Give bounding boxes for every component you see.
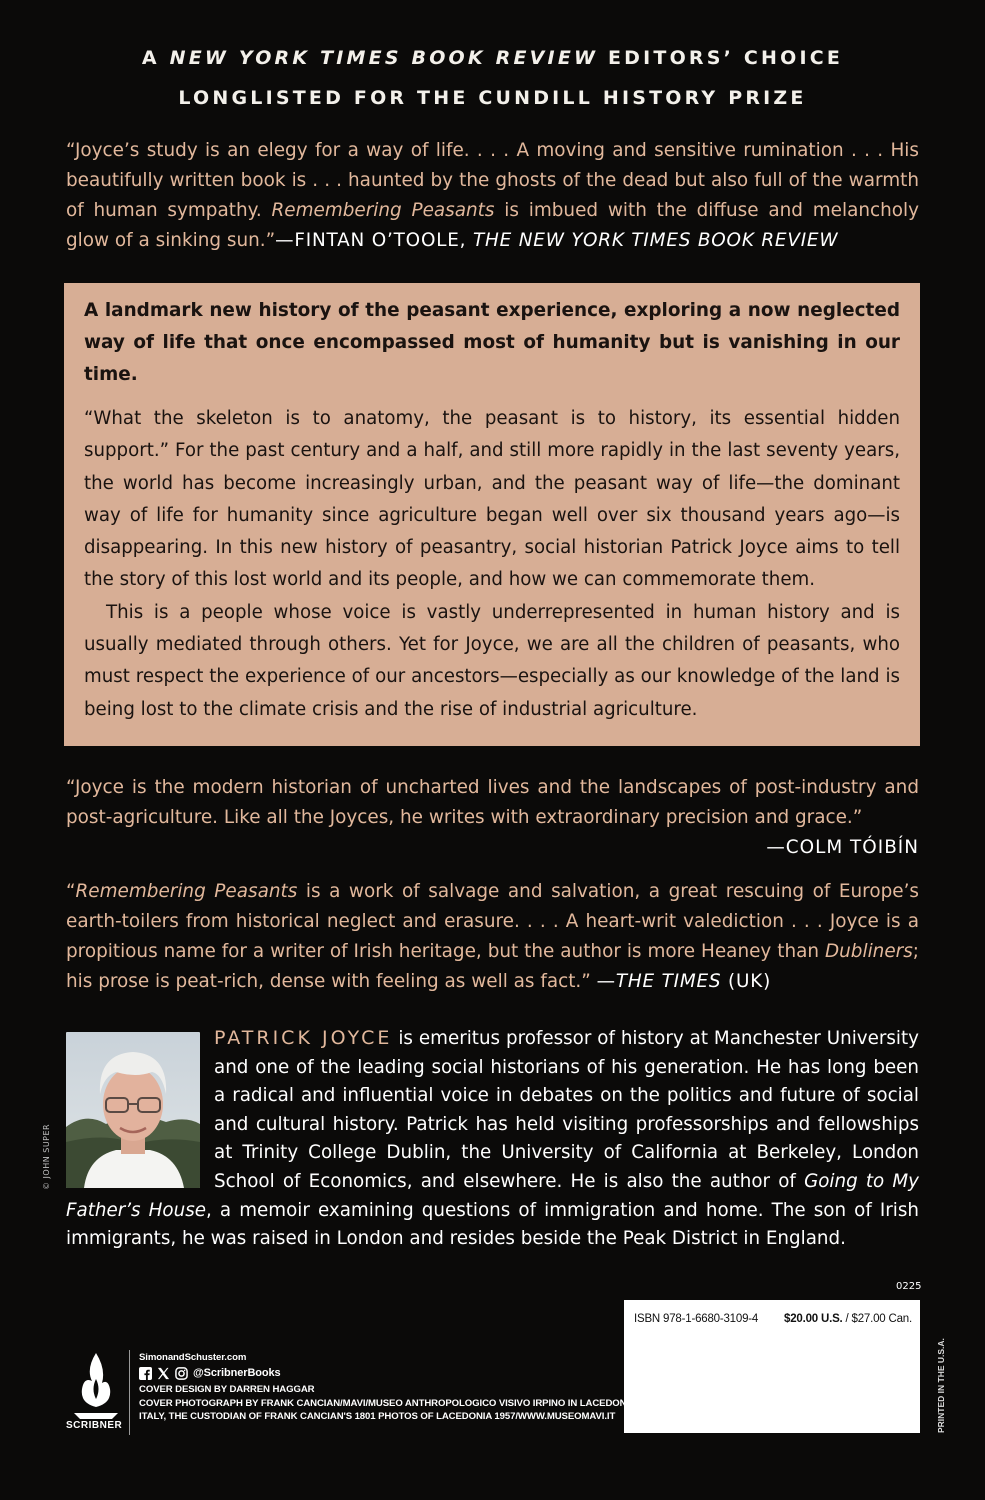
bio-text: is emeritus professor of history at Manchester University and one of the leading social historians of his generation. He has long been a radical and influential voice in debates on the politics and future of social and cultural history. Patrick has held visiting professorships and fellowships at Trinity College Dublin, the University of California at Berkeley, London School of Economics, and elsewhere. He is also the author of: [214, 1028, 919, 1192]
price-us: $20.00 U.S.: [784, 1313, 843, 1325]
description-paragraph: This is a people whose voice is vastly underrepresented in human history and is usually mediated through others. Yet for Joyce, we are all the children of peasants, who must respect the experience of our ancestors—especially as our knowledge of the land is being lost to the climate crisis and the rise of industrial agriculture.: [84, 601, 900, 720]
open-quote: “: [66, 881, 76, 902]
print-code: 0225: [896, 1281, 922, 1292]
quote-attribution: [597, 971, 771, 992]
quote-text: is imbued with the diffuse and melancholy glow of a sinking sun.”: [66, 200, 920, 251]
quote-text: ; his prose is peat-rich, dense with feeling as well as fact.”: [66, 941, 919, 992]
social-handle[interactable]: @ScribnerBooks: [193, 1367, 281, 1380]
quote-attribution: —COLM TÓIBÍN: [766, 837, 919, 858]
author-bio: [66, 1024, 919, 1254]
quote-text: “Joyce’s study is an elegy for a way of life. . . . A moving and sensitive rumination . . . His beautifully written book is . . . haunted by the ghosts of the dead but also full of the warmth of human sympathy.: [66, 140, 919, 221]
printed-in-usa: PRINTED IN THE U.S.A.: [936, 1338, 946, 1433]
book-title: Remembering Peasants: [75, 881, 298, 902]
barcode-box: [624, 1300, 920, 1433]
cover-photo-credit-2: ITALY, THE CUSTODIAN OF FRANK CANCIAN'S 1801 PHOTOS OF LACEDONIA 1957/WWW.MUSEOMAVI.IT: [139, 1410, 616, 1422]
photo-float-space: [66, 1024, 214, 1196]
cover-design-credit: COVER DESIGN BY DARREN HAGGAR: [139, 1384, 315, 1396]
banner-prefix: A: [141, 47, 170, 69]
attribution-publication: THE NEW YORK TIMES BOOK REVIEW: [472, 230, 839, 251]
editors-choice-banner: [0, 47, 985, 69]
facebook-icon[interactable]: [139, 1367, 152, 1380]
attribution-publication: THE TIMES: [615, 971, 722, 992]
book-title: Going to My Father’s House: [66, 1170, 919, 1221]
x-icon[interactable]: [157, 1367, 170, 1380]
description-headline: A landmark new history of the peasant experience, exploring a now neglected way of life that once encompassed most of humanity but is vanishing in our time.: [84, 300, 900, 385]
review-quote-times: [66, 877, 919, 997]
banner-suffix: EDITORS’ CHOICE: [598, 47, 844, 69]
logo-divider: [129, 1350, 130, 1435]
price-can: / $27.00 Can.: [842, 1313, 912, 1325]
instagram-icon[interactable]: [175, 1367, 188, 1380]
description-panel: [64, 283, 920, 746]
prize-banner: LONGLISTED FOR THE CUNDILL HISTORY PRIZE: [178, 87, 807, 109]
attribution-country: (UK): [721, 971, 772, 992]
banner-publication: NEW YORK TIMES BOOK REVIEW: [169, 47, 599, 69]
book-title: Dubliners: [824, 941, 913, 962]
review-quote-otoole: [66, 136, 919, 256]
attribution-dash: —: [596, 971, 616, 992]
author-name: PATRICK JOYCE: [214, 1027, 393, 1049]
review-quote-toibin: [66, 773, 919, 863]
cover-photo-credit: COVER PHOTOGRAPH BY FRANK CANCIAN/MAVI/MUSEO ANTHROPOLOGICO VISIVO IRPINO IN LACEDONIA,: [139, 1397, 639, 1409]
quote-text: “Joyce is the modern historian of uncharted lives and the landscapes of post-industry and post-agriculture. Like all the Joyces, he writes with extraordinary precision and grace.”: [66, 777, 919, 828]
isbn: ISBN 978-1-6680-3109-4: [634, 1313, 759, 1325]
credits-block: [139, 1351, 638, 1423]
social-row: [139, 1367, 638, 1380]
book-title: Remembering Peasants: [271, 200, 495, 221]
bio-text: , a memoir examining questions of immigration and home. The son of Irish immigrants, he was raised in London and resides beside the Peak District in England.: [66, 1199, 920, 1250]
publisher-name: SCRIBNER: [66, 1420, 123, 1431]
price: [784, 1313, 912, 1325]
attribution-name: —FINTAN O’TOOLE,: [275, 230, 473, 251]
quote-attribution: [275, 230, 838, 251]
quote-text: is a work of salvage and salvation, a great rescuing of Europe’s earth-toilers from historical neglect and erasure. . . . A heart-writ valediction . . . Joyce is a propitious name for a writer of Irish heritage, but the author is more Heaney than: [66, 881, 920, 962]
description-paragraph: “What the skeleton is to anatomy, the peasant is to history, its essential hidden support.” For the past century and a half, and still more rapidly in the last seventy years, the world has become increasingly urban, and the peasant way of life—the dominant way of life for humanity since agriculture began well over six thousand years ago—is disappearing. In this new history of peasantry, social historian Patrick Joyce aims to tell the story of this lost world and its people, and how we can commemorate them.: [84, 408, 900, 591]
publisher-website[interactable]: SimonandSchuster.com: [139, 1352, 247, 1363]
photo-credit: © JOHN SUPER: [42, 1123, 51, 1190]
